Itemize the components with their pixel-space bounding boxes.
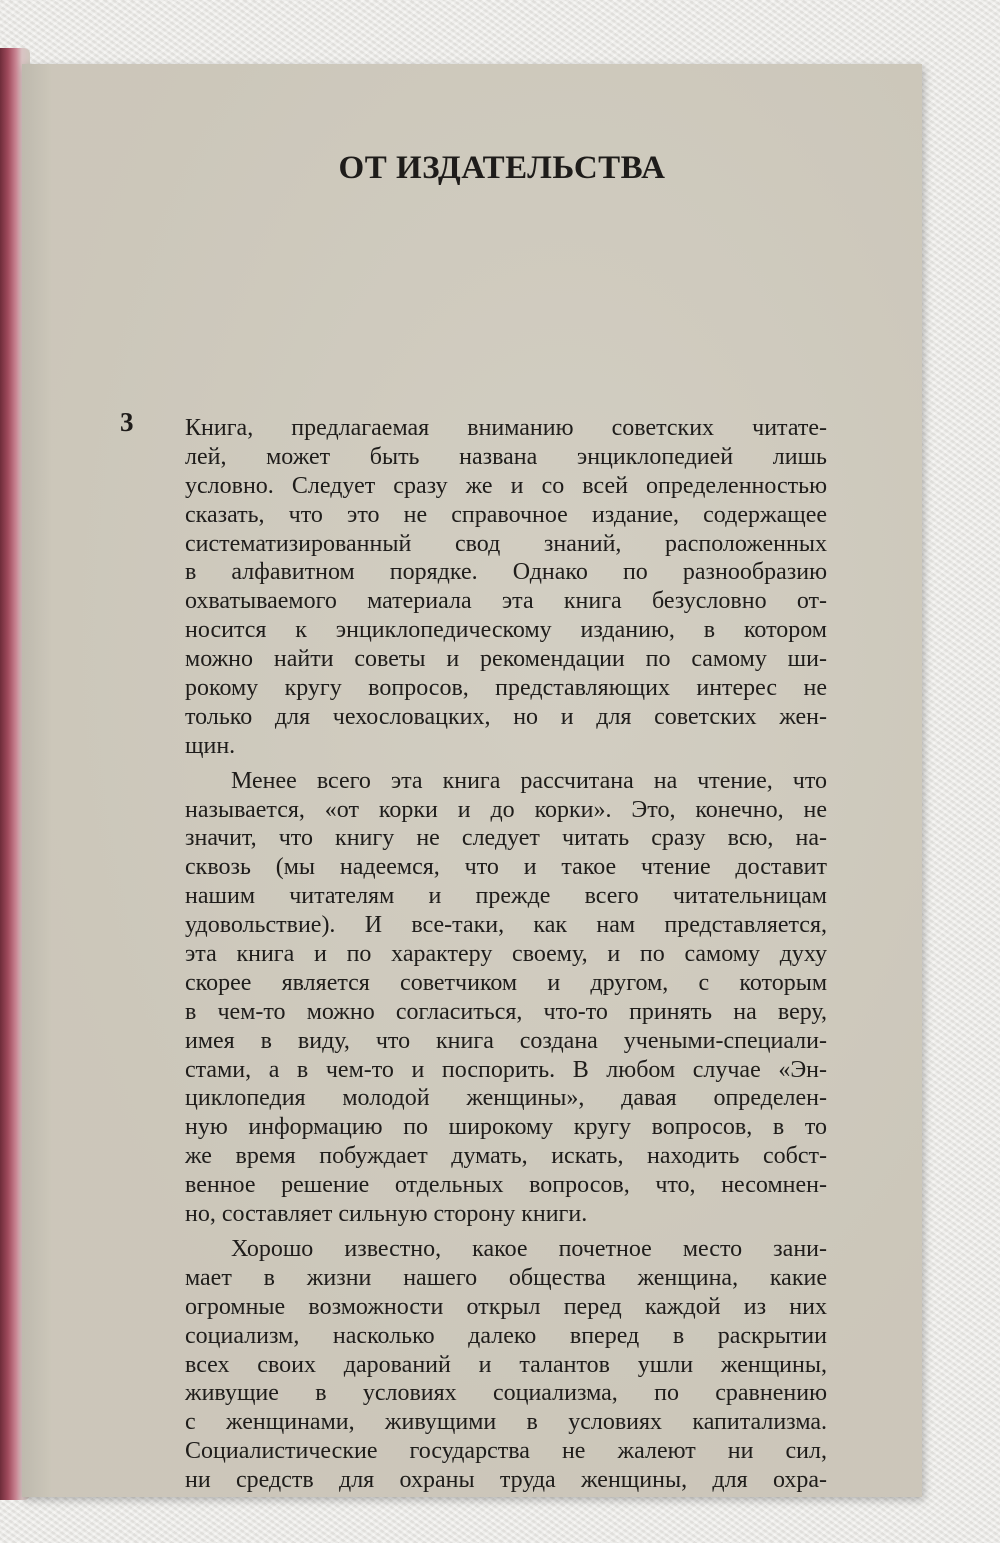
text-line: в чем-то можно согласиться, что-то принять на веру, bbox=[185, 998, 827, 1025]
page-number: 3 bbox=[120, 407, 134, 437]
text-line: сказать, что это не справочное издание, содержащее bbox=[185, 501, 827, 528]
text-line: эта книга и по характеру своему, и по самому духу bbox=[185, 941, 827, 968]
text-line: ни средств для охраны труда женщины, для охра- bbox=[185, 1467, 827, 1494]
text-line: нашим читателям и прежде всего читательницам bbox=[185, 883, 827, 910]
text-line: называется, «от корки и до корки». Это, конечно, не bbox=[185, 796, 827, 823]
text-line: Менее всего эта книга рассчитана на чтение, что bbox=[231, 767, 827, 794]
text-line: Хорошо известно, какое почетное место зани- bbox=[231, 1235, 827, 1262]
text-line: живущие в условиях социализма, по сравнению bbox=[185, 1380, 827, 1407]
text-line: щин. bbox=[185, 732, 236, 759]
text-line: ную информацию по широкому кругу вопросов, в то bbox=[185, 1114, 827, 1141]
text-line: венное решение отдельных вопросов, что, несомнен- bbox=[185, 1172, 827, 1199]
text-line: циклопедия молодой женщины», давая определен- bbox=[185, 1085, 827, 1112]
text-line: сквозь (мы надеемся, что и такое чтение доставит bbox=[185, 854, 827, 881]
text-line: в алфавитном порядке. Однако по разнообразию bbox=[185, 559, 827, 586]
body-text bbox=[185, 414, 827, 1495]
text-line: имея в виду, что книга создана учеными-специали- bbox=[185, 1027, 827, 1054]
text-line: значит, что книгу не следует читать сразу всю, на- bbox=[185, 825, 827, 852]
text-line: систематизированный свод знаний, расположенных bbox=[185, 530, 827, 557]
text-line: лей, может быть названа энциклопедией лишь bbox=[185, 443, 827, 470]
text-line: но, составляет сильную сторону книги. bbox=[185, 1201, 588, 1228]
text-line: носится к энциклопедическому изданию, в котором bbox=[185, 617, 827, 644]
book-page bbox=[22, 64, 922, 1497]
text-line: Социалистические государства не жалеют ни сил, bbox=[185, 1438, 827, 1465]
text-line: только для чехословацких, но и для советских жен- bbox=[185, 703, 827, 730]
text-line: можно найти советы и рекомендации по самому ши- bbox=[185, 646, 827, 673]
text-line: всех своих дарований и талантов ушли женщины, bbox=[185, 1351, 827, 1378]
text-line: с женщинами, живущими в условиях капитализма. bbox=[185, 1409, 827, 1436]
text-line: огромные возможности открыл перед каждой из них bbox=[185, 1293, 827, 1320]
text-line: же время побуждает думать, искать, находить собст- bbox=[185, 1143, 827, 1170]
text-line: условно. Следует сразу же и со всей определенностью bbox=[185, 472, 827, 499]
text-line: Книга, предлагаемая вниманию советских читате- bbox=[185, 415, 827, 441]
text-line: стами, а в чем-то и поспорить. В любом случае «Эн- bbox=[185, 1056, 827, 1083]
page-heading: ОТ ИЗДАТЕЛЬСТВА bbox=[338, 150, 666, 186]
text-line: мает в жизни нашего общества женщина, какие bbox=[185, 1264, 827, 1291]
text-line: рокому кругу вопросов, представляющих интерес не bbox=[185, 675, 827, 702]
text-line: социализм, насколько далеко вперед в раскрытии bbox=[185, 1322, 827, 1349]
text-line: скорее является советчиком и другом, с которым bbox=[185, 969, 827, 996]
text-line: охватываемого материала эта книга безусловно от- bbox=[185, 588, 827, 615]
text-line: удовольствие). И все-таки, как нам представляется, bbox=[185, 912, 827, 939]
